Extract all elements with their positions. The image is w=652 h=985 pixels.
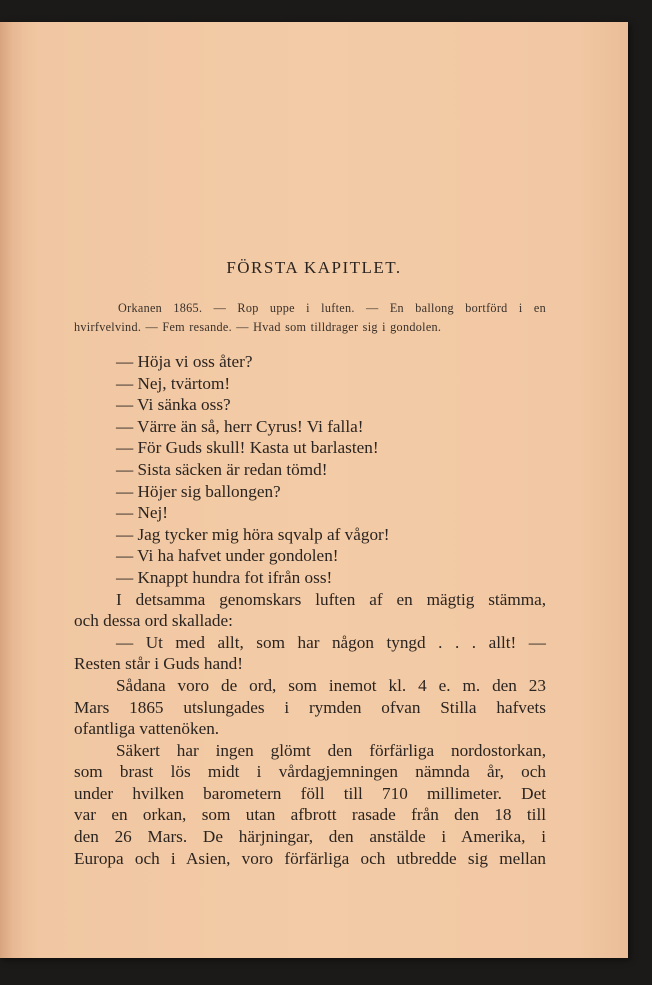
dialogue-line: — Nej! — [116, 503, 169, 523]
chapter-summary — [74, 299, 546, 337]
summary-line: hvirfvelvind. — Fem resande. — Hvad som tilldrager sig i gondolen. — [74, 320, 442, 334]
paragraph-line: Mars 1865 utslungades i rymden ofvan Stilla hafvets — [74, 697, 546, 717]
paragraph-line: och dessa ord skallade: — [74, 611, 233, 631]
paragraph-line: som brast lös midt i vårdagjemningen nämnda år, och — [74, 762, 546, 782]
dialogue-line: — Vi ha hafvet under gondolen! — [116, 546, 339, 566]
summary-line: Orkanen 1865. — Rop uppe i luften. — En ballong bortförd i en — [118, 301, 546, 315]
dialogue-line: — Vi sänka oss? — [116, 395, 231, 415]
paragraph-line: var en orkan, som utan afbrott rasade från den 18 till — [74, 805, 546, 825]
paragraph-line: — Ut med allt, som har någon tyngd . . . allt! — — [116, 632, 546, 652]
paragraph-line: den 26 Mars. De härjningar, den anstälde i Amerika, i — [74, 827, 546, 847]
paragraph-line: under hvilken barometern föll till 710 millimeter. Det — [74, 783, 546, 803]
paragraph-line: Europa och i Asien, voro förfärliga och utbredde sig mellan — [74, 848, 546, 868]
dialogue-line: — Jag tycker mig höra sqvalp af vågor! — [116, 524, 390, 544]
dialogue-line: — Nej, tvärtom! — [116, 373, 231, 393]
paragraph-line: Säkert har ingen glömt den förfärliga nordostorkan, — [116, 740, 546, 760]
paragraph-line: I detsamma genomskars luften af en mägtig stämma, — [116, 589, 546, 609]
dialogue-line: — För Guds skull! Kasta ut barlasten! — [116, 438, 379, 458]
paragraph-line: Sådana voro de ord, som inemot kl. 4 e. m. den 23 — [116, 675, 546, 695]
paragraph-line: Resten står i Guds hand! — [74, 654, 243, 674]
dialogue-line: — Värre än så, herr Cyrus! Vi falla! — [116, 416, 364, 436]
paragraph-line: ofantliga vattenöken. — [74, 719, 220, 739]
dialogue-line: — Sista säcken är redan tömd! — [116, 459, 328, 479]
dialogue-line: — Höja vi oss åter? — [116, 352, 253, 371]
dialogue-line: — Knappt hundra fot ifrån oss! — [116, 567, 333, 587]
chapter-title: FÖRSTA KAPITLET. — [226, 258, 402, 277]
page-gutter-shadow — [0, 22, 22, 958]
dialogue-line: — Höjer sig ballongen? — [116, 481, 281, 501]
chapter-body — [74, 351, 546, 869]
